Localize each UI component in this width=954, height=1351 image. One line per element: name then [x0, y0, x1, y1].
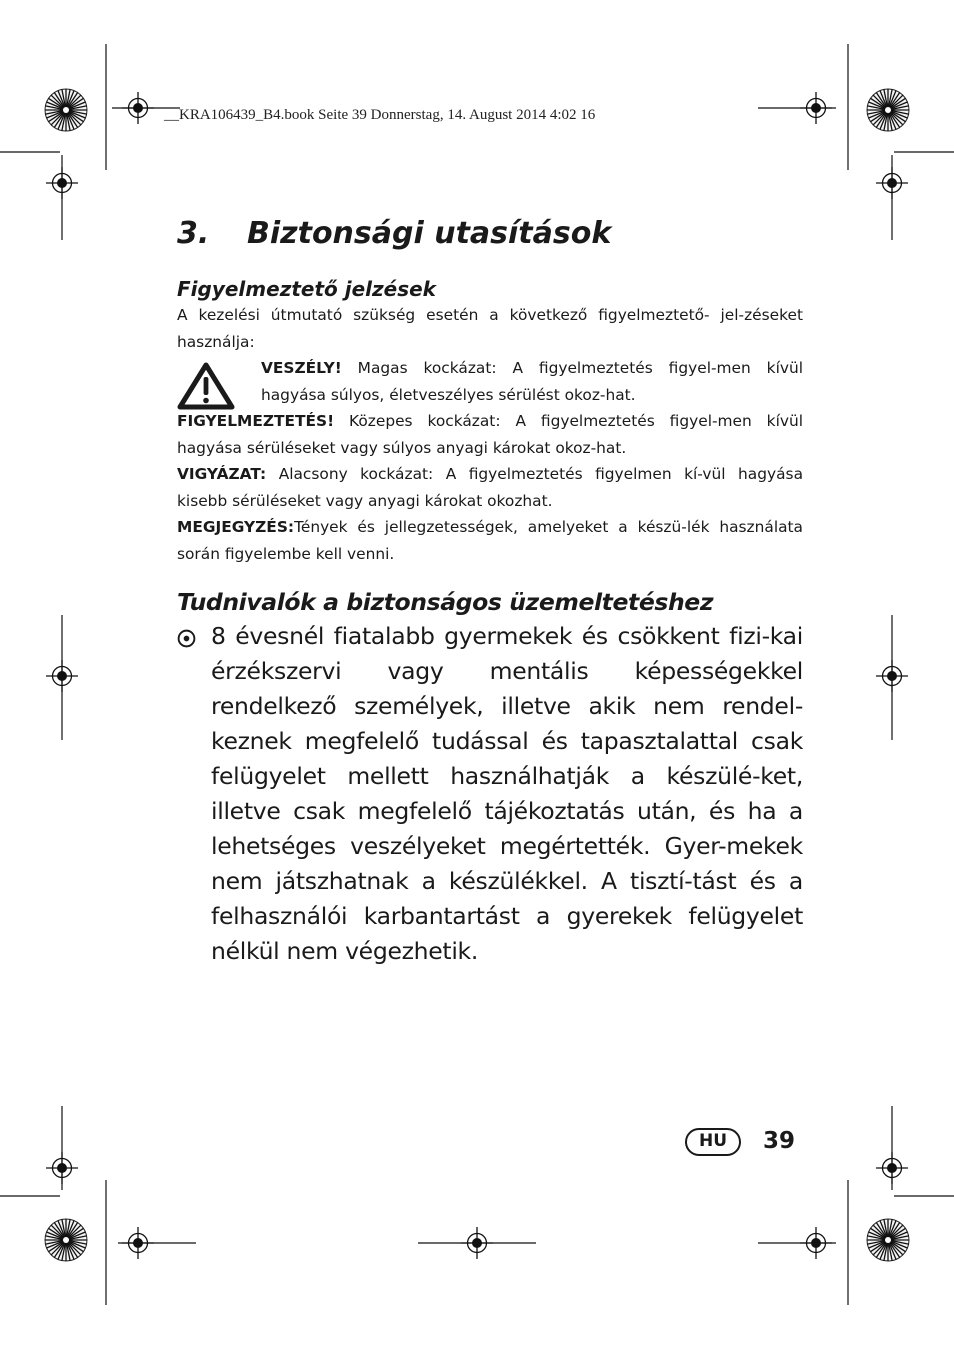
danger-paragraph: [261, 355, 803, 408]
caution-label: VIGYÁZAT:: [177, 465, 267, 483]
page-content: [177, 212, 803, 969]
warning-triangle-icon: [177, 361, 235, 411]
note-text: Tények és jellegzetességek, amelyeket a készü-lék használata során figyelembe kell venni.: [177, 518, 803, 563]
page-number: 39: [763, 1128, 796, 1154]
warning-text: Közepes kockázat: A figyelmeztetés figyel-men kívül hagyása sérüléseket vagy súlyos anyagi károkat okoz-hat.: [177, 412, 803, 457]
safe-operation-bullet: [177, 619, 803, 969]
section-title: [177, 212, 803, 256]
safe-operation-bullet-text: 8 évesnél fiatalabb gyermekek és csökkent fizi-kai érzékszervi vagy mentális képességekkel rendelkező személyek, illetve akik nem rendel-keznek megfelelő tudással és tapasztalattal csak felügyelet mellett használhatják a készülé-ket, illetve csak megfelelő tájékoztatás után, és ha a lehetséges veszélyeket megértették. Gyer-mekek nem játszhatnak a készülékkel. A tisztí-tást és a felhasználói karbantartást a gyerekek felügyelet nélkül nem végezhetik.: [211, 622, 803, 965]
note-label: MEGJEGYZÉS:: [177, 518, 295, 536]
caution-text: Alacsony kockázat: A figyelmeztetés figyelmen kí-vül hagyása kisebb sérüléseket vagy anyagi károkat okozhat.: [177, 465, 803, 510]
section-number: 3.: [177, 216, 210, 251]
circled-dot-icon: [177, 629, 196, 648]
section-title-text: Biztonsági utasítások: [247, 216, 612, 251]
danger-block: [177, 355, 803, 408]
warning-signs-heading: Figyelmeztető jelzések: [177, 277, 436, 301]
print-slug-header: __KRA106439_B4.book Seite 39 Donnerstag, 14. August 2014 4:02 16: [164, 107, 596, 123]
warning-label: FIGYELMEZTETÉS!: [177, 412, 335, 430]
caution-paragraph: [177, 461, 803, 514]
safe-operation-heading: Tudnivalók a biztonságos üzemeltetéshez: [177, 588, 714, 616]
note-paragraph: [177, 514, 803, 567]
warning-signs-intro: A kezelési útmutató szükség esetén a következő figyelmeztető- jel-zéseket használja:: [177, 306, 803, 351]
danger-label: VESZÉLY!: [261, 359, 342, 377]
warning-paragraph: [177, 408, 803, 461]
language-badge: HU: [685, 1128, 741, 1156]
danger-text: Magas kockázat: A figyelmeztetés figyel-men kívül hagyása súlyos, életveszélyes sérülést okoz-hat.: [261, 359, 803, 404]
